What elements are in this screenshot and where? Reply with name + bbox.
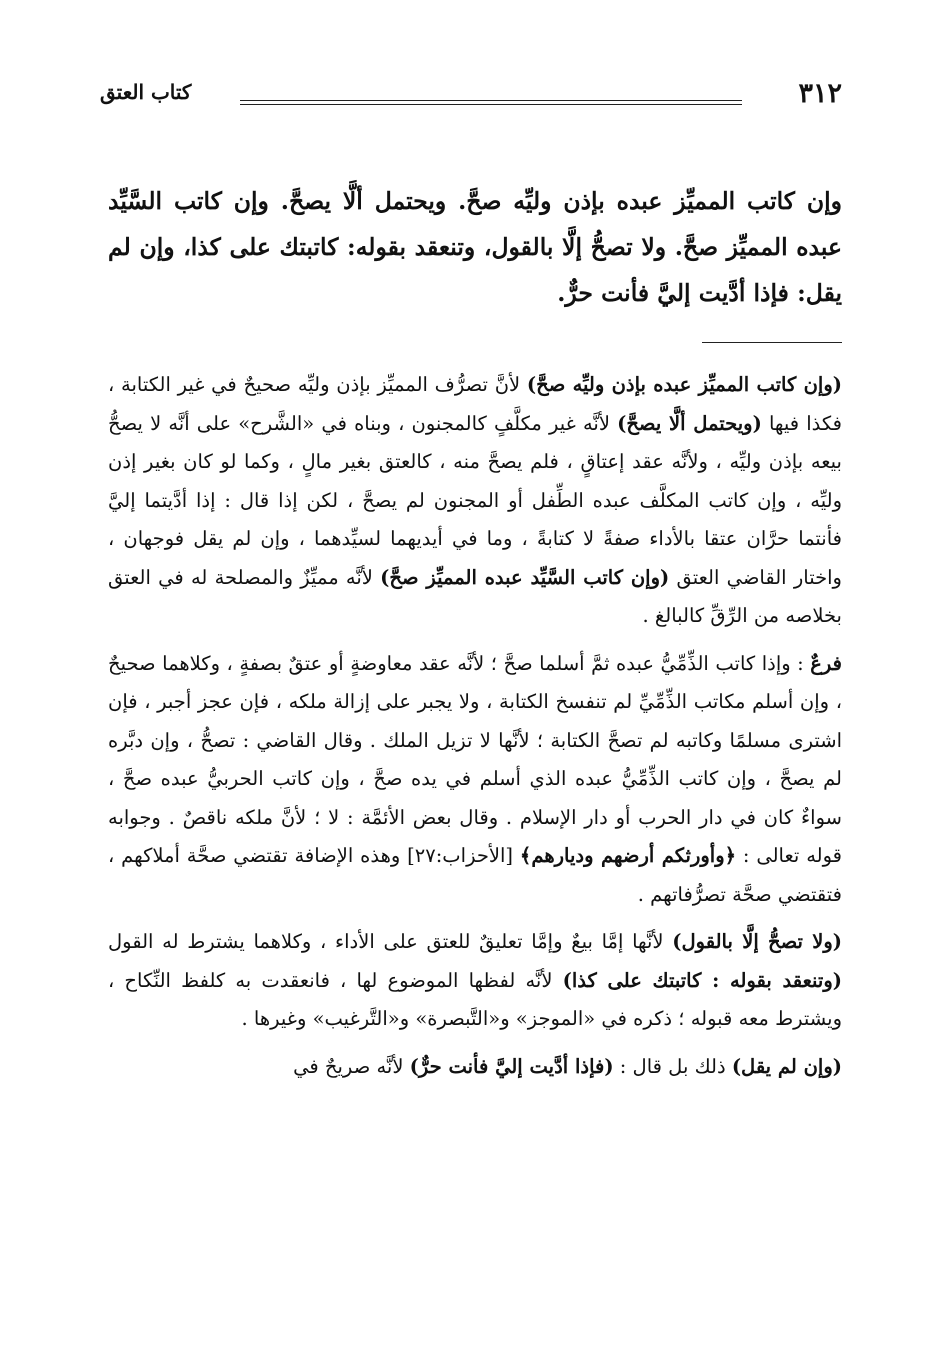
header-rule [240,100,742,101]
quran-verse: ﴿وأورثكم أرضهم وديارهم﴾ [519,844,737,867]
commentary-text: : وإذا كاتب الذِّمِّيُّ عبده ثمَّ أسلما صحَّ ؛ لأنَّه عقد معاوضةٍ أو عتقٌ بصفةٍ ، وكلاهما صحيحٌ ، وإن أسلم مكاتب الذِّمِّيِّ لم تنفسخ الكتابة ، ولا يجبر على إزالة ملكه ، فإن عجز أجبر ، فإن اشترى مسلمًا وكاتبه لم تصحَّ الكتابة ؛ لأنَّها لا تزيل الملك . وقال القاضي : تصحُّ ، وإن دبَّره لم يصحَّ ، وإن كاتب الذِّمِّيُّ عبده الذي أسلم في يده صحَّ ، وإن كاتب الحربيُّ عبده صحَّ ، سواءٌ كان في دار الحرب أو دار الإسلام . وقال بعض الأئمَّة : لا ؛ لأنَّ ملكه ناقصٌ . وجوابه قوله تعالى : [108,651,842,867]
commentary-text: لأنَّ تصرُّف المميِّز بإذن وليِّه صحيحٌ في غير الكتابة ، فكذا فيها [108,373,842,435]
commentary-text: لأنَّه لفظها الموضوع لها ، فانعقدت به كلفظ النِّكاح ، ويشترط معه قبوله ؛ ذكره في «الموجز» و«التَّبصرة» و«التَّرغيب» وغيرها . [108,968,842,1030]
commentary-text: ذلك بل قال : [613,1054,732,1078]
matn-sharh-separator [702,342,842,343]
quoted-matn: (ويحتمل ألَّا يصحَّ) [617,411,762,435]
quoted-matn: (وإن كاتب السَّيِّد عبده المميِّز صحَّ) [380,565,670,589]
commentary-text: لأنَّه غير مكلَّفٍ كالمجنون ، وبناه في «الشَّرح» على أنَّه لا يصحُّ بيعه بإذن وليِّه ، ولأنَّه عقد إعتاقٍ ، فلم يصحَّ منه ، كالعتق بغير مالٍ ، وكما لو كان بغير إذن وليِّه ، وإن كاتب المكلَّف عبده الطِّفل أو المجنون لم يصحَّ ، لكن إذا قال : إذا أدَّيتما إليَّ فأنتما حرَّان عتقا بالأداء صفةً لا كتابةً ، وما في أيديهما لسيِّدهما ، وإن لم يقل فوجهان ، واختار القاضي العتق [108,411,842,589]
page-header [100,78,842,118]
header-rule-double [240,104,742,105]
commentary-text: لأنَّه صريحٌ في [293,1054,410,1078]
sharh-paragraph-2 [108,645,842,915]
quoted-matn: (وإن كاتب المميِّز عبده بإذن وليِّه صحَّ) [526,373,842,396]
page-number: ٣١٢ [798,78,842,109]
commentary-text: لأنَّه مميِّزٌ والمصلحة له في العتق بخلاصه من الرِّقِّ كالبالغ . [108,565,842,627]
sharh-paragraph-1 [108,366,842,636]
matn-block [108,178,842,316]
book-title: كتاب العتق [100,80,192,104]
commentary-text: لأنَّها إمَّا بيعٌ وإمَّا تعليقٌ للعتق على الأداء ، وكلاهما يشترط له القول [108,930,673,953]
quoted-matn: (وتنعقد بقوله : كاتبتك على كذا) [562,968,842,992]
matn-text: وإن كاتب المميِّز عبده بإذن وليِّه صحَّ. ويحتمل ألَّا يصحَّ. وإن كاتب السَّيِّد عبده المميِّز صحَّ. ولا تصحُّ إلَّا بالقول، وتنعقد بقوله: كاتبتك على كذا، وإن لم يقل: فإذا أدَّيت إليَّ فأنت حرٌّ. [108,187,842,307]
sharh-block [108,366,842,1095]
far-heading: فرعٌ [810,651,842,675]
quoted-matn: (ولا تصحُّ إلَّا بالقول) [672,930,842,953]
sharh-paragraph-4 [108,1048,842,1087]
quoted-matn: (فإذا أدَّيت إليَّ فأنت حرٌّ) [409,1054,614,1078]
commentary-text: [الأحزاب:٢٧] وهذه الإضافة تقتضي صحَّة أملاكهم ، فتقتضي صحَّة تصرُّفاتهم . [108,844,842,906]
quoted-matn: (وإن لم يقل) [731,1054,842,1078]
sharh-paragraph-3 [108,923,842,1039]
